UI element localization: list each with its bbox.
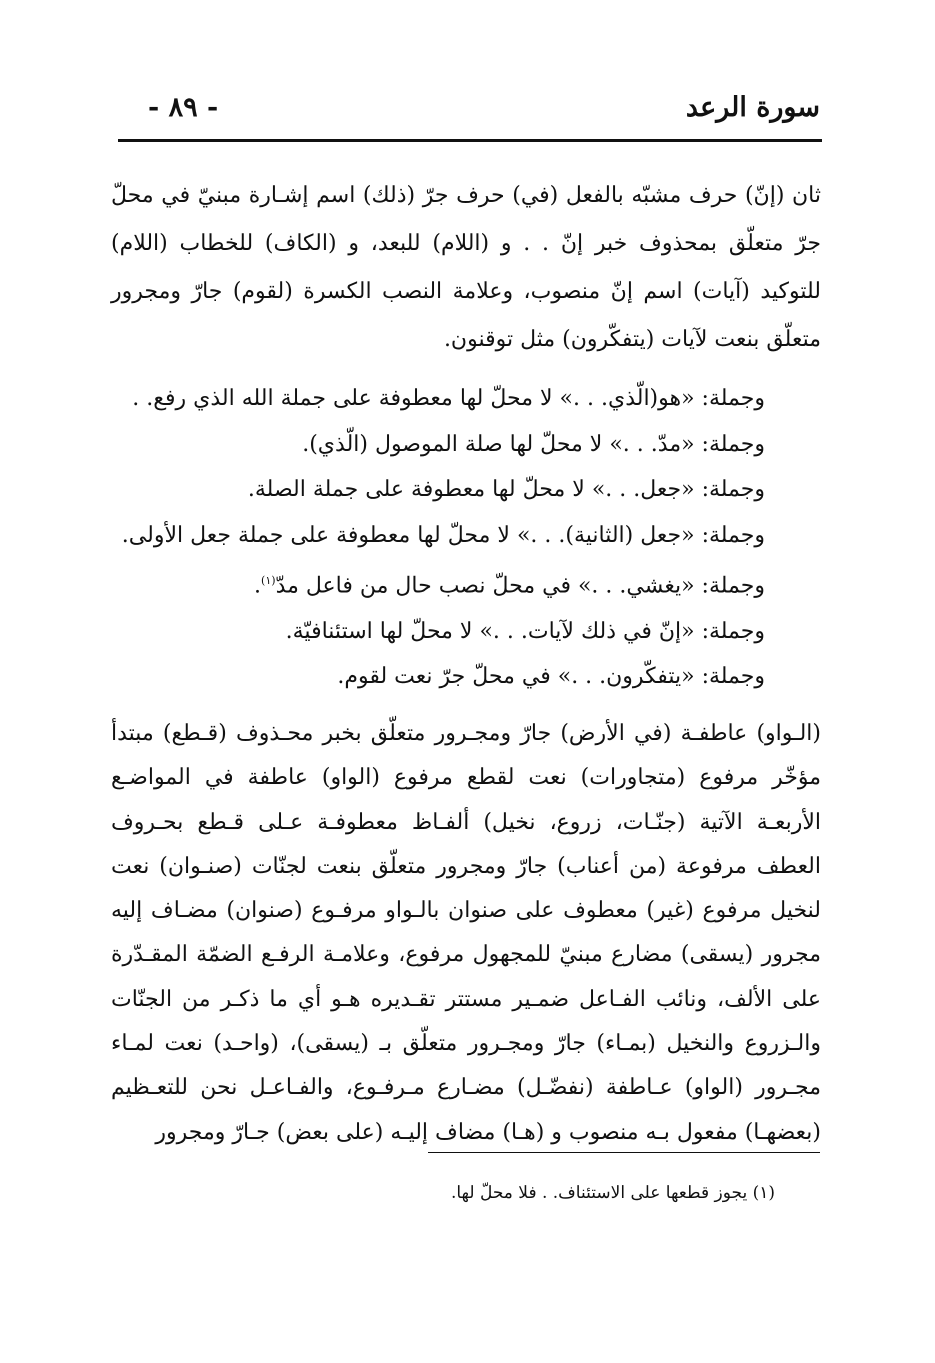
sentence-item: وجملة: «جعل (الثانية). . .» لا محلّ لها معطوفة على جملة جعل الأولى. [121,522,765,548]
surah-title: سورة الرعد [685,92,820,123]
footnote: (١) يجوز قطعها على الاستئناف. . فلا محلّ لها. [450,1183,775,1203]
sentences-list [95,376,765,700]
footnote-marker: (١) [261,574,276,587]
paragraph-grammar-1: ثان (إنّ) حرف مشبّه بالفعل (في) حرف جرّ (ذلك) اسم إشـارة مبنيّ في محلّ جرّ متعلّق بمحذوف خبر إنّ . . و (اللام) للبعد، و (الكاف) للخطاب (اللام) للتوكيد (آيات) اسم إنّ منصوب، وعلامة النصب الكسرة (لقوم) جارّ ومجرور متعلّق بنعت لآيات (يتفكّرون) مثل توقنون. [111,183,821,352]
header-rule [118,139,822,142]
sentence-end: . [254,573,262,599]
sentence-item: وجملة: «يتفكّرون. . .» في محلّ جرّ نعت لقوم. [337,664,765,690]
page-header [120,92,820,132]
sentence-item: وجملة: «جعل. . .» لا محلّ لها معطوفة على جملة الصلة. [247,477,765,502]
sentence-item: وجملة: «مدّ. . .» لا محلّ لها صلة الموصول (الّذي). [302,431,765,457]
sentence-item: وجملة: «إنّ في ذلك لآيات. . .» لا محلّ لها استئنافيّة. [285,618,765,644]
paragraph-grammar-2: (الـواو) عاطفـة (في الأرض) جارّ ومجـرور متعلّق بخبر محـذوف (قـطع) مبتدأ مؤخّر مرفوع (متجاورات) نعت لقطع مرفوع (الواو) عاطفة في المواضـع الأربعـة الآتية (جنّـات، زروع، نخيل) ألفـاظ معطوفـة عـلى قـطع بحـروف العطف مرفوعة (من أعناب) جارّ ومجرور متعلّق بنعت لجنّات (صنـوان) نعت لنخيل مرفوع (غير) معطوف على صنوان بالـواو مرفـوع (صنوان) مضـاف إليه مجرور (يسقى) مضارع مبنيّ للمجهول مرفوع، وعلامـة الرفـع الضمّة المقـدّرة على الألف، ونائب الفـاعل ضمـير مستتر تقـديره هـو أي ما ذكـر من الجنّات والـزروع والنخيل (بمـاء) جارّ ومجـرور متعلّق بـ (يسقى)، (واحـد) نعت لمـاء مجـرور (الواو) عـاطفة (نفضّـل) مضـارع مـرفـوع، والفـاعـل نحن للتعـظيم (بعضهـا) مفعول بـه منصوب و (هـا) مضاف إليـه (على بعض) جـارّ ومجرور [111,721,821,1145]
sentence-item [95,558,765,609]
sentence-item: وجملة: «هو(الّذي. . .» لا محلّ لها معطوفة على جملة الله الذي رفع. . [132,386,765,411]
page-number: - ٨٩ - [148,92,219,123]
sentence-text: وجملة: «يغشي. . .» في محلّ نصب حال من فاعل مدّ [275,573,765,599]
footnote-separator [428,1152,820,1153]
